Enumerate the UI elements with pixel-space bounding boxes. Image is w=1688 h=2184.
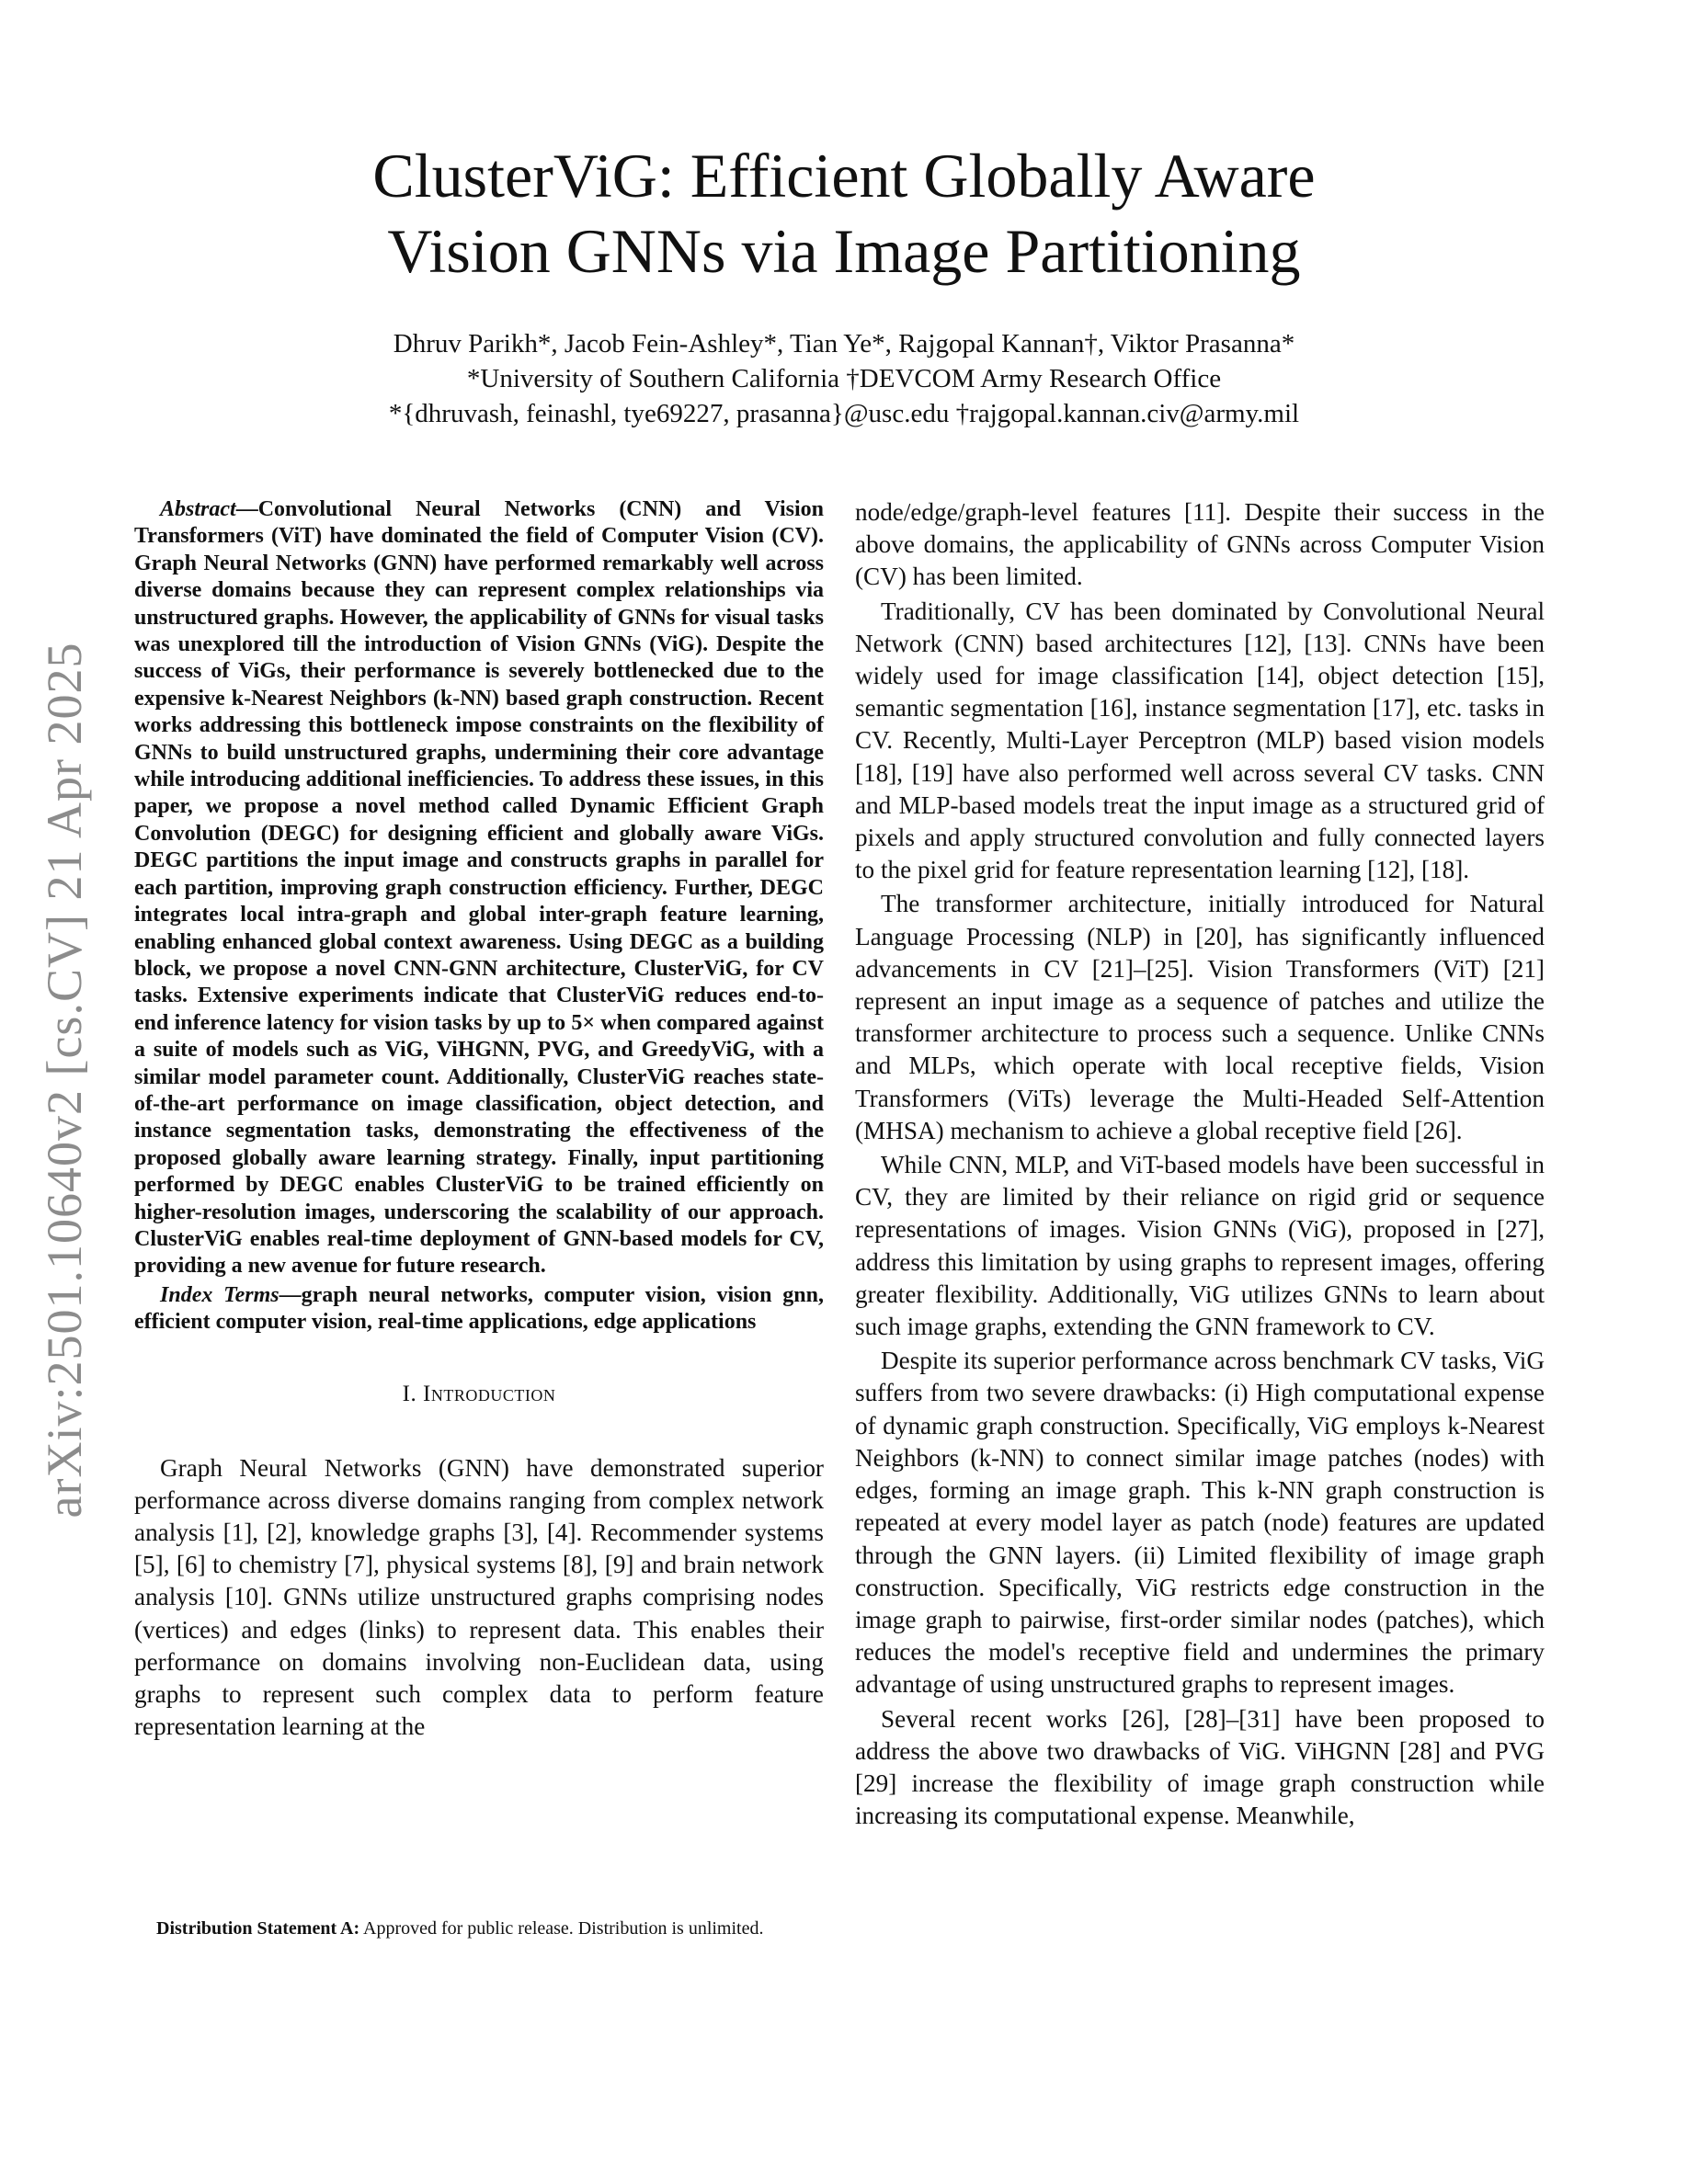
left-column xyxy=(134,496,824,1743)
abstract xyxy=(134,496,824,1280)
body-paragraph: Several recent works [26], [28]–[31] have been proposed to address the above two drawbacks of ViG. ViHGNN [28] and PVG [29] increase the flexibility of image graph construction while increasing its computational expense. Meanwhile, xyxy=(855,1704,1545,1830)
index-terms-text: —graph neural networks, computer vision, vision gnn, efficient computer vision, real-time applications, edge applications xyxy=(134,1282,824,1335)
index-terms xyxy=(134,1282,824,1337)
footnote-text: Approved for public release. Distribution is unlimited. xyxy=(359,1918,764,1939)
author-affiliations: *University of Southern California †DEVCOM Army Research Office xyxy=(466,364,1222,393)
body-paragraph: Traditionally, CV has been dominated by Convolutional Neural Network (CNN) based architectures [12], [13]. CNNs have been widely used for image classification [14], object detection [15], semantic segmentation [16], instance segmentation [17], etc. tasks in CV. Recently, Multi-Layer Perceptron (MLP) based vision models [18], [19] have also performed well across several CV tasks. CNN and MLP-based models treat the input image as a structured grid of pixels and apply structured convolution and fully connected layers to the pixel grid for feature representation learning [12], [18]. xyxy=(855,597,1545,884)
abstract-text: —Convolutional Neural Networks (CNN) and Vision Transformers (ViT) have dominated the field of Computer Vision (CV). Graph Neural Networks (GNN) have performed remarkably well across diverse domains because they can represent complex relationships via unstructured graphs. However, the applicability of GNNs for visual tasks was unexplored till the introduction of Vision GNNs (ViG). Despite the success of ViGs, their performance is severely bottlenecked due to the expensive k-Nearest Neighbors (k-NN) based graph construction. Recent works addressing this bottleneck impose constraints on the flexibility of GNNs to build unstructured graphs, undermining their core advantage while introducing additional inefficiencies. To address these issues, in this paper, we propose a novel method called Dynamic Efficient Graph Convolution (DEGC) for designing efficient and globally aware ViGs. DEGC partitions the input image and constructs graphs in parallel for each partition, improving graph construction efficiency. Further, DEGC integrates local intra-graph and global inter-graph feature learning, enabling enhanced global context awareness. Using DEGC as a building block, we propose a novel CNN-GNN architecture, ClusterViG, for CV tasks. Extensive experiments indicate that ClusterViG reduces end-to-end inference latency for vision tasks by up to 5× when compared against a suite of models such as ViG, ViHGNN, PVG, and GreedyViG, with a similar model parameter count. Additionally, ClusterViG reaches state-of-the-art performance on image classification, object detection, and instance segmentation tasks, demonstrating the effectiveness of the proposed globally aware learning strategy. Finally, input partitioning performed by DEGC enables ClusterViG to be trained efficiently on higher-resolution images, underscoring the scalability of our approach. ClusterViG enables real-time deployment of GNN-based models for CV, providing a new avenue for future research. xyxy=(134,497,824,1279)
section-heading-introduction xyxy=(134,1381,824,1408)
paper-title-line-2: Vision GNNs via Image Partitioning xyxy=(387,216,1301,286)
distribution-footnote xyxy=(134,1917,824,1939)
right-column xyxy=(855,496,1545,1832)
section-number: I. xyxy=(402,1381,417,1406)
body-paragraph: Graph Neural Networks (GNN) have demonstrated superior performance across diverse domains ranging from complex network analysis [1], [2], knowledge graphs [3], [4]. Recommender systems [5], [6] to chemistry [7], physical systems [8], [9] and brain network analysis [10]. GNNs utilize unstructured graphs comprising nodes (vertices) and edges (links) to represent data. This enables their performance on domains involving non-Euclidean data, using graphs to represent such complex data to perform feature representation learning at the xyxy=(134,1453,824,1741)
paper-title xyxy=(184,138,1504,289)
body-paragraph: The transformer architecture, initially introduced for Natural Language Processing (NLP) in [20], has significantly influenced advancements in CV [21]–[25]. Vision Transformers (ViT) [21] represent an input image as a sequence of patches and utilize the transformer architecture to process such a sequence. Unlike CNNs and MLPs, which operate with local receptive fields, Vision Transformers (ViTs) leverage the Multi-Headed Self-Attention (MHSA) mechanism to achieve a global receptive field [26]. xyxy=(855,890,1545,1144)
author-block xyxy=(184,326,1504,431)
body-paragraph: node/edge/graph-level features [11]. Despite their success in the above domains, the applicability of GNNs across Computer Vision (CV) has been limited. xyxy=(855,498,1545,591)
footnote-lead: Distribution Statement A: xyxy=(156,1918,360,1939)
author-emails: *{dhruvash, feinashl, tye69227, prasanna}@usc.edu †rajgopal.kannan.civ@army.mil xyxy=(388,399,1300,428)
paper-title-line-1: ClusterViG: Efficient Globally Aware xyxy=(372,141,1316,210)
body-paragraph: While CNN, MLP, and ViT-based models have been successful in CV, they are limited by their reliance on rigid grid or sequence representations of images. Vision GNNs (ViG), proposed in [27], address this limitation by using graphs to represent images, offering greater flexibility. Additionally, ViG utilizes GNNs to learn about such image graphs, extending the GNN framework to CV. xyxy=(855,1151,1545,1341)
arxiv-identifier-stamp: arXiv:2501.10640v2 [cs.CV] 21 Apr 2025 xyxy=(37,642,92,1519)
author-names: Dhruv Parikh*, Jacob Fein-Ashley*, Tian Ye*, Rajgopal Kannan†, Viktor Prasanna* xyxy=(393,329,1295,358)
body-paragraph: Despite its superior performance across benchmark CV tasks, ViG suffers from two severe drawbacks: (i) High computational expense of dynamic graph construction. Specifically, ViG employs k-Nearest Neighbors (k-NN) to connect similar image patches (nodes) with edges, forming an image graph. This k-NN graph construction is repeated at every model layer as patch (node) features are updated through the GNN layers. (ii) Limited flexibility of image graph construction. Specifically, ViG restricts edge construction in the image graph to pairwise, first-order similar nodes (patches), which reduces the model's receptive field and undermines the primary advantage of using unstructured graphs to represent images. xyxy=(855,1347,1545,1699)
index-terms-lead: Index Terms xyxy=(160,1282,279,1307)
abstract-lead: Abstract xyxy=(160,497,236,521)
section-title: Introduction xyxy=(423,1381,556,1406)
